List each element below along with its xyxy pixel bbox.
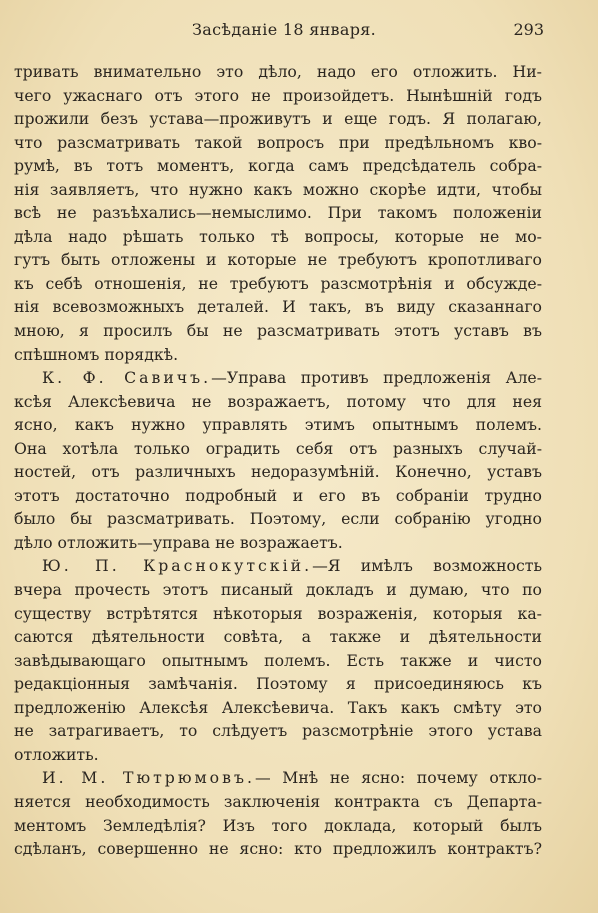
line-text: Она хотѣла только оградить себя отъ разныхъ случай-	[14, 438, 542, 458]
line-text: прожили безъ устава—проживутъ и еще годъ. Я полагаю,	[14, 109, 542, 129]
line-text: дѣла надо рѣшать только тѣ вопросы, которые не мо-	[14, 226, 542, 246]
line-text: нія всевозможныхъ деталей. И такъ, въ виду сказаннаго	[14, 297, 542, 317]
text-line	[14, 107, 542, 131]
text-line	[14, 837, 542, 861]
line-text: мною, я просилъ бы не разсматривать этотъ уставъ въ	[14, 321, 542, 341]
line-text: существу встрѣтятся нѣкоторыя возраженія, которыя ка-	[14, 603, 542, 623]
text-line	[14, 343, 542, 367]
line-text: тривать внимательно это дѣло, надо его отложить. Ни-	[14, 62, 542, 81]
line-text: ментомъ Земледѣлія? Изъ того доклада, который былъ	[14, 815, 542, 835]
line-text: няется необходимость заключенія контракта съ Департа-	[14, 791, 542, 811]
text-line	[14, 649, 542, 673]
line-text: —Я имѣлъ возможность	[312, 556, 542, 576]
line-text: этотъ достаточно подробный и его въ собраніи трудно	[14, 485, 542, 505]
speaker-name: И. М. Тютрюмовъ.	[42, 768, 255, 788]
text-line	[14, 295, 542, 319]
line-text: ясно, какъ нужно управлять этимъ опытнымъ полемъ.	[14, 415, 542, 435]
text-line	[14, 766, 542, 790]
line-text: —Управа противъ предложенія Але-	[211, 368, 543, 388]
line-text: отложить.	[14, 744, 99, 764]
line-text: не затрагиваетъ, то слѣдуетъ разсмотрѣніе этого устава	[14, 721, 542, 741]
line-text: всѣ не разъѣхались—немыслимо. При такомъ положеніи	[14, 203, 542, 223]
running-header	[14, 18, 544, 44]
text-line	[14, 154, 542, 178]
page-number: 293	[513, 20, 544, 39]
text-line	[14, 507, 542, 531]
line-text: что разсматривать такой вопросъ при предѣльномъ кво-	[14, 132, 542, 152]
text-line	[14, 201, 542, 225]
text-line	[14, 60, 542, 84]
text-line	[14, 814, 542, 838]
text-line	[14, 554, 542, 578]
text-line	[14, 672, 542, 696]
line-text: къ себѣ отношенія, не требуютъ разсмотрѣнія и обсужде-	[14, 273, 542, 293]
text-line	[14, 319, 542, 343]
text-line	[14, 390, 542, 414]
line-text: редакціонныя замѣчанія. Поэтому я присоединяюсь къ	[14, 674, 542, 694]
text-line	[14, 84, 542, 108]
text-line	[14, 225, 542, 249]
line-text: — Мнѣ не ясно: почему откло-	[254, 768, 542, 788]
line-text: гутъ быть отложены и которые не требуютъ кропотливаго	[14, 250, 542, 270]
text-line	[14, 178, 542, 202]
text-line	[14, 625, 542, 649]
text-line	[14, 272, 542, 296]
text-line	[14, 131, 542, 155]
line-text: чего ужаснаго отъ этого не произойдетъ. Нынѣшній годъ	[14, 85, 542, 105]
header-title: Засѣданіе 18 января.	[192, 20, 377, 39]
text-line	[14, 696, 542, 720]
body-text	[14, 60, 542, 861]
text-line	[14, 743, 542, 767]
speaker-name: Ю. П. Краснокутскій.	[42, 556, 313, 576]
text-line	[14, 790, 542, 814]
line-text: ностей, отъ различныхъ недоразумѣній. Конечно, уставъ	[14, 462, 542, 482]
text-line	[14, 602, 542, 626]
text-line	[14, 484, 542, 508]
line-text: дѣло отложить—управа не возражаетъ.	[14, 532, 343, 552]
line-text: румѣ, въ тотъ моментъ, когда самъ предсѣдатель собра-	[14, 156, 542, 176]
text-line	[14, 437, 542, 461]
text-line	[14, 366, 542, 390]
line-text: нія заявляетъ, что нужно какъ можно скорѣе идти, чтобы	[14, 179, 542, 199]
line-text: саются дѣятельности совѣта, а также и дѣятельности	[14, 627, 542, 647]
speaker-name: К. Ф. Савичъ.	[42, 368, 212, 388]
text-line	[14, 248, 542, 272]
line-text: ксѣя Алексѣевича не возражаетъ, потому что для нея	[14, 391, 542, 411]
text-line	[14, 719, 542, 743]
line-text: спѣшномъ порядкѣ.	[14, 344, 179, 364]
line-text: предложенію Алексѣя Алексѣевича. Такъ какъ смѣту это	[14, 697, 542, 717]
line-text: сдѣланъ, совершенно не ясно: кто предложилъ контрактъ?	[14, 839, 542, 859]
text-line	[14, 578, 542, 602]
text-line	[14, 460, 542, 484]
text-line	[14, 413, 542, 437]
text-line	[14, 531, 542, 555]
line-text: завѣдывающаго опытнымъ полемъ. Есть также и чисто	[14, 650, 542, 670]
line-text: вчера прочесть этотъ писаный докладъ и думаю, что по	[14, 580, 542, 600]
line-text: было бы разсматривать. Поэтому, если собранію угодно	[14, 509, 542, 529]
